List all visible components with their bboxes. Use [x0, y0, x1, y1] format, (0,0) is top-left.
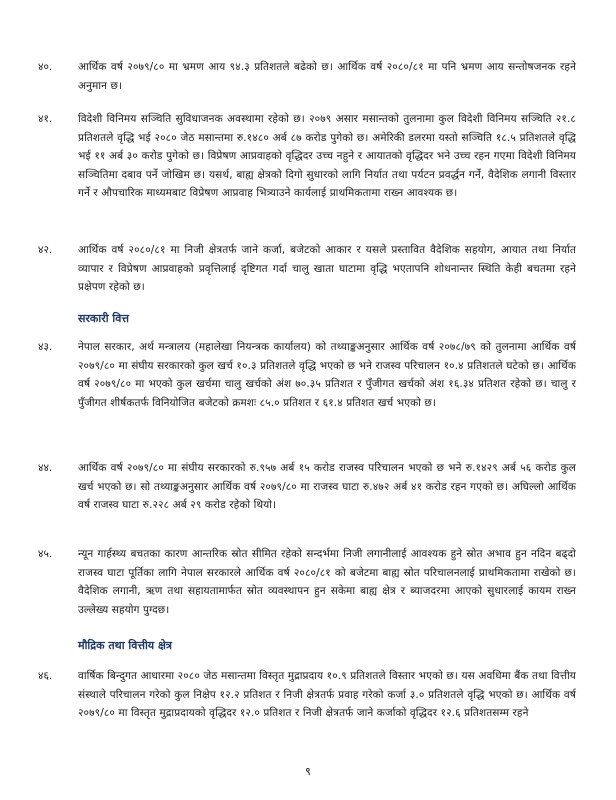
paragraph-number: ४६.	[38, 670, 53, 682]
paragraph-number: ४५.	[38, 548, 53, 560]
paragraph-40	[38, 58, 578, 95]
paragraph-number: ४२.	[38, 244, 53, 256]
paragraph-number: ४३.	[38, 341, 53, 353]
paragraph-text: आर्थिक वर्ष २०८०/८१ मा निजी क्षेत्रतर्फ जाने कर्जा, बजेटको आकार र यसले प्रस्तावित वैदेशिक सहयोग, आयात तथा निर्यात व्यापार र विप्रेषण आप्रवाहको प्रवृत्तिलाई दृष्टिगत गर्दा चालु खाता घाटामा वृद्धि भएतापनि शोधनान्तर स्थिति केही बचतमा रहने प्रक्षेपण रहेको छ।	[78, 244, 576, 294]
paragraph-number: ४१.	[38, 113, 53, 125]
paragraph-number: ४४.	[38, 462, 53, 474]
paragraph-text: आर्थिक वर्ष २०७९/८० मा संघीय सरकारको रु.९५७ अर्ब १५ करोड राजस्व परिचालन भएको छ भने रु.१४२९ अर्ब ५६ करोड कुल खर्च भएको छ। सो तथ्याङ्कअनुसार आर्थिक वर्ष २०७९/८० मा राजस्व घाटा रु.४७२ अर्ब ४१ करोड रहन गएको छ। अघिल्लो आर्थिक वर्ष राजस्व घाटा रु.२२८ अर्ब २९ करोड रहेको थियो।	[78, 462, 576, 512]
section-heading-public-finance: सरकारी वित्त	[78, 312, 129, 325]
paragraph-text: वार्षिक बिन्दुगत आधारमा २०८० जेठ मसान्तमा विस्तृत मुद्राप्रदाय १०.९ प्रतिशतले विस्तार भएको छ। यस अवधिमा बैंक तथा वित्तीय संस्थाले परिचालन गरेको कुल निक्षेप १२.२ प्रतिशत र निजी क्षेत्रतर्फ प्रवाह गरेको कर्जा ३.० प्रतिशतले वृद्धि भएको छ। आर्थिक वर्ष २०७९/८० मा विस्तृत मुद्राप्रदायको वृद्धिदर १२.० प्रतिशत र निजी क्षेत्रतर्फ जाने कर्जाको वृद्धिदर १२.६ प्रतिशतसम्म रहने	[78, 670, 576, 720]
paragraph-46	[38, 667, 578, 723]
paragraph-43	[38, 338, 578, 412]
paragraph-text: विदेशी विनिमय सञ्चिति सुविधाजनक अवस्थामा रहेको छ। २०७९ असार मसान्तको तुलनामा कुल विदेशी विनिमय सञ्चिति २१.८ प्रतिशतले वृद्धि भई २०८० जेठ मसान्तमा रु.१४८० अर्ब ८७ करोड पुगेको छ। अमेरिकी डलरमा यस्तो सञ्चिति १८.५ प्रतिशतले वृद्धि भई ११ अर्ब ३० करोड पुगेको छ। विप्रेषण आप्रवाहको वृद्धिदर उच्च नहुने र आयातको वृद्धिदर भने उच्च रहन गएमा विदेशी विनिमय सञ्चितिमा दबाव पर्ने जोखिम छ। यसर्थ, बाह्य क्षेत्रको दिगो सुधारको लागि निर्यात तथा पर्यटन प्रवर्द्धन गर्ने, वैदेशिक लगानी विस्तार गर्ने र औपचारिक माध्यमबाट विप्रेषण आप्रवाह भित्र्याउने कार्यलाई प्राथमिकतामा राख्न आवश्यक छ।	[78, 113, 576, 200]
paragraph-42	[38, 241, 578, 297]
paragraph-45	[38, 545, 578, 619]
paragraph-41	[38, 110, 578, 203]
paragraph-text: नेपाल सरकार, अर्थ मन्त्रालय (महालेखा नियन्त्रक कार्यालय) को तथ्याङ्कअनुसार आर्थिक वर्ष २०७८/७९ को तुलनामा आर्थिक वर्ष २०७९/८० मा संघीय सरकारको कुल खर्च १०.३ प्रतिशतले वृद्धि भएको छ भने राजस्व परिचालन १०.४ प्रतिशतले घटेको छ। आर्थिक वर्ष २०७९/८० मा भएको कुल खर्चमा चालु खर्चको अंश ७०.३५ प्रतिशत र पुँजीगत खर्चको अंश १६.३४ प्रतिशत रहेको छ। चालु र पुँजीगत शीर्षकतर्फ विनियोजित बजेटको क्रमशः ८५.० प्रतिशत र ६१.४ प्रतिशत खर्च भएको छ।	[78, 341, 576, 409]
paragraph-44	[38, 459, 578, 515]
page-number: ९	[305, 765, 311, 778]
paragraph-text: आर्थिक वर्ष २०७९/८० मा भ्रमण आय ९४.३ प्रतिशतले बढेको छ। आर्थिक वर्ष २०८०/८१ मा पनि भ्रमण आय सन्तोषजनक रहने अनुमान छ।	[78, 61, 576, 92]
section-heading-monetary-financial: मौद्रिक तथा वित्तीय क्षेत्र	[78, 639, 172, 652]
paragraph-number: ४०.	[38, 61, 53, 73]
paragraph-text: न्यून गार्हस्थ्य बचतका कारण आन्तरिक स्रोत सीमित रहेको सन्दर्भमा निजी लगानीलाई आवश्यक हुने स्रोत अभाव हुन नदिन बढ्दो राजस्व घाटा पूर्तिका लागि नेपाल सरकारले आर्थिक वर्ष २०८०/८१ को बजेटमा बाह्य स्रोत परिचालनलाई प्राथमिकतामा राखेको छ। वैदेशिक लगानी, ऋण तथा सहायतामार्फत स्रोत व्यवस्थापन हुन सकेमा बाह्य क्षेत्र र ब्याजदरमा आएको सुधारलाई कायम राख्न उल्लेख्य सहयोग पुग्दछ।	[78, 548, 576, 616]
